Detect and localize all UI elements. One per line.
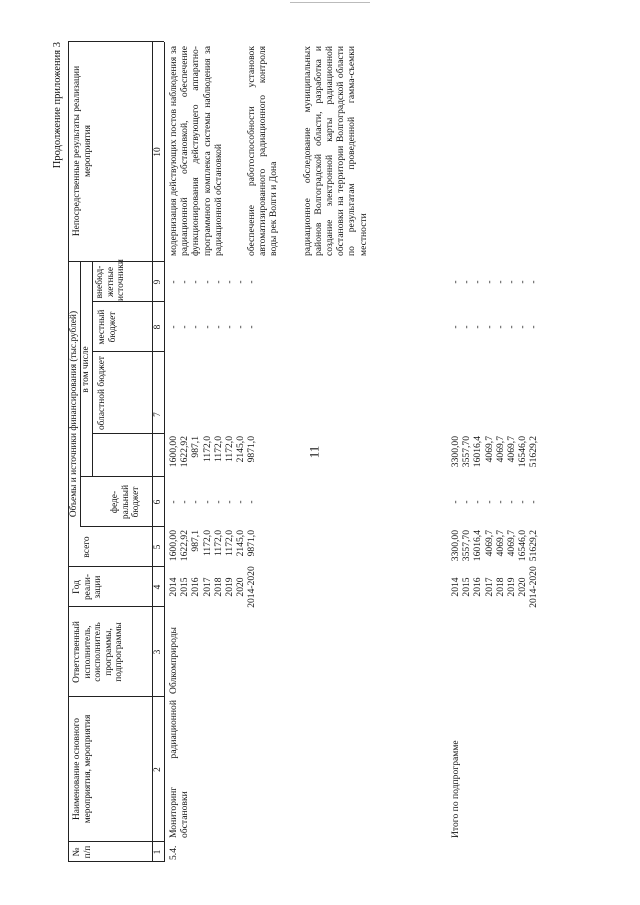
federal-cell: - [201,500,213,504]
federal-cell: - [483,500,495,504]
result-paragraph: модернизация действующих постов наблюдения за радиационной обстановкой, обеспечение функционирования действующего аппаратно-программного комплекса системы наблюдения за радиационной обстановкой [168,46,224,256]
regional-cell: 4069,7 [483,436,495,463]
total-cell: 1172,0 [223,530,235,557]
total-cell: 1172,0 [201,530,213,557]
year-cell: 2017 [483,577,495,597]
federal-cell: - [494,500,506,504]
col-number-6: 6 [153,499,163,505]
col-number-8: 8 [153,324,163,330]
year-cell: 2017 [201,577,213,597]
federal-cell: - [179,500,191,504]
year-cell: 2015 [179,577,191,597]
offbudget-cell: - [461,280,473,284]
local-cell: - [494,325,506,329]
offbudget-cell: - [483,280,495,284]
local-cell: - [517,325,529,329]
local-cell: - [528,325,540,329]
summary-total [450,530,540,566]
federal-cell: - [461,500,473,504]
year-cell: 2016 [472,577,484,597]
offbudget-cell: - [212,280,224,284]
total-cell: 987,1 [190,530,202,552]
summary-label: Итого по подпрограмме [450,740,461,838]
offbudget-cell: - [494,280,506,284]
regional-cell: 1172,0 [201,436,213,463]
row-local [168,302,258,352]
row-results [168,46,369,256]
total-cell: 9871,0 [246,530,258,557]
total-cell: 2145,0 [235,530,247,557]
regional-cell: 987,1 [190,436,202,458]
offbudget-cell: - [528,280,540,284]
regional-cell: 3557,70 [461,436,473,468]
regional-cell: 9871,0 [246,436,258,463]
federal-cell: - [528,500,540,504]
federal-cell: - [223,500,235,504]
header-year: Год реали-зации [72,573,104,601]
header-offbudget: внебюд-жетные источники [95,259,127,301]
federal-cell: - [235,500,247,504]
header-executor: Ответственный исполнитель, соисполнитель программы, подпрограммы [72,621,125,683]
summary-regional [450,436,540,476]
row-number: 5.4. [168,845,179,860]
header-funding: Объемы и источники финансирования (тыс.рублей) [69,310,79,518]
federal-cell: - [505,500,517,504]
result-paragraph: радиационное обследование муниципальных районов Волгоградской области, разработка и создание электронной карты радиационной обстановки на территории Волгоградской области по результатам проведенной гамма-съемки местности [301,46,369,256]
header-total: всего [82,536,92,558]
row-total [168,530,258,566]
header-federal: феде-ральный бюджет [110,484,142,520]
offbudget-cell: - [235,280,247,284]
row-federal [168,478,258,526]
total-cell: 4069,7 [483,530,495,557]
year-cell: 2018 [494,577,506,597]
header-regional: областной бюджет [97,355,107,431]
col-number-3: 3 [153,649,163,655]
regional-cell: 51629,2 [528,436,540,468]
total-cell: 16016,4 [472,530,484,562]
offbudget-cell: - [505,280,517,284]
local-cell: - [179,325,191,329]
year-cell: 2020 [235,577,247,597]
total-cell: 1622,92 [179,530,191,562]
local-cell: - [472,325,484,329]
row-name: Мониторинг радиационной обстановки [168,700,191,838]
local-cell: - [201,325,213,329]
regional-cell: 4069,7 [505,436,517,463]
local-cell: - [190,325,202,329]
summary-years [450,566,540,608]
col-number-4: 4 [153,584,163,590]
local-cell: - [235,325,247,329]
year-cell: 2014-2020 [246,566,258,608]
regional-cell: 16546,0 [517,436,529,468]
col-number-1: 1 [153,849,163,855]
col-number-9: 9 [153,279,163,285]
total-cell: 4069,7 [494,530,506,557]
year-cell: 2015 [461,577,473,597]
local-cell: - [450,325,461,329]
rotated-table-sheet [52,42,612,862]
header-name: Наименование основного мероприятия, мероприятия [72,714,93,824]
total-cell: 3300,00 [450,530,461,562]
offbudget-cell: - [450,280,461,284]
summary-local [450,302,540,352]
federal-cell: - [246,500,258,504]
row-years [168,566,258,608]
result-paragraph: обеспечение работоспособности установок автоматизированного радиационного контроля воды рек Волги и Дона [246,46,280,256]
header-local: местный бюджет [97,309,118,345]
local-cell: - [168,325,179,329]
col-number-5: 5 [153,544,163,550]
local-cell: - [246,325,258,329]
offbudget-cell: - [168,280,179,284]
row-executor: Облкомприроды [168,627,179,694]
continuation-note: Продолжение приложения 3 [52,42,63,169]
regional-cell: 1622,92 [179,436,191,468]
total-cell: 16546,0 [517,530,529,562]
year-cell: 2018 [212,577,224,597]
total-cell: 3557,70 [461,530,473,562]
header-num: № п/п [72,845,93,859]
local-cell: - [212,325,224,329]
header-results: Непосредственные результаты реализации мероприятия [72,65,93,237]
federal-cell: - [190,500,202,504]
year-cell: 2020 [517,577,529,597]
total-cell: 1172,0 [212,530,224,557]
row-regional [168,436,258,476]
local-cell: - [461,325,473,329]
federal-cell: - [450,500,461,504]
local-cell: - [505,325,517,329]
col-number-10: 10 [153,147,163,157]
year-cell: 2019 [223,577,235,597]
offbudget-cell: - [223,280,235,284]
federal-cell: - [212,500,224,504]
regional-cell: 1172,0 [212,436,224,463]
year-cell: 2014 [168,577,179,597]
total-cell: 1600,00 [168,530,179,562]
regional-cell: 1600,00 [168,436,179,468]
year-cell: 2014-2020 [528,566,540,608]
total-cell: 51629,2 [528,530,540,562]
offbudget-cell: - [201,280,213,284]
header-including: в том числе [81,346,91,393]
federal-cell: - [472,500,484,504]
federal-cell: - [168,500,179,504]
federal-cell: - [517,500,529,504]
offbudget-cell: - [246,280,258,284]
regional-cell: 1172,0 [223,436,235,463]
regional-cell: 2145,0 [235,436,247,463]
regional-cell: 3300,00 [450,436,461,468]
total-cell: 4069,7 [505,530,517,557]
offbudget-cell: - [472,280,484,284]
offbudget-cell: - [517,280,529,284]
offbudget-cell: - [179,280,191,284]
regional-cell: 16016,4 [472,436,484,468]
year-cell: 2014 [450,577,461,597]
year-cell: 2016 [190,577,202,597]
local-cell: - [483,325,495,329]
summary-federal [450,478,540,526]
col-number-7: 7 [153,412,163,417]
row-offbudget [168,262,258,302]
summary-offbudget [450,262,540,302]
offbudget-cell: - [190,280,202,284]
page-number: 11 [306,445,322,459]
scan-edge-mark [290,2,370,3]
year-cell: 2019 [505,577,517,597]
col-number-2: 2 [153,767,163,772]
regional-cell: 4069,7 [494,436,506,463]
local-cell: - [223,325,235,329]
